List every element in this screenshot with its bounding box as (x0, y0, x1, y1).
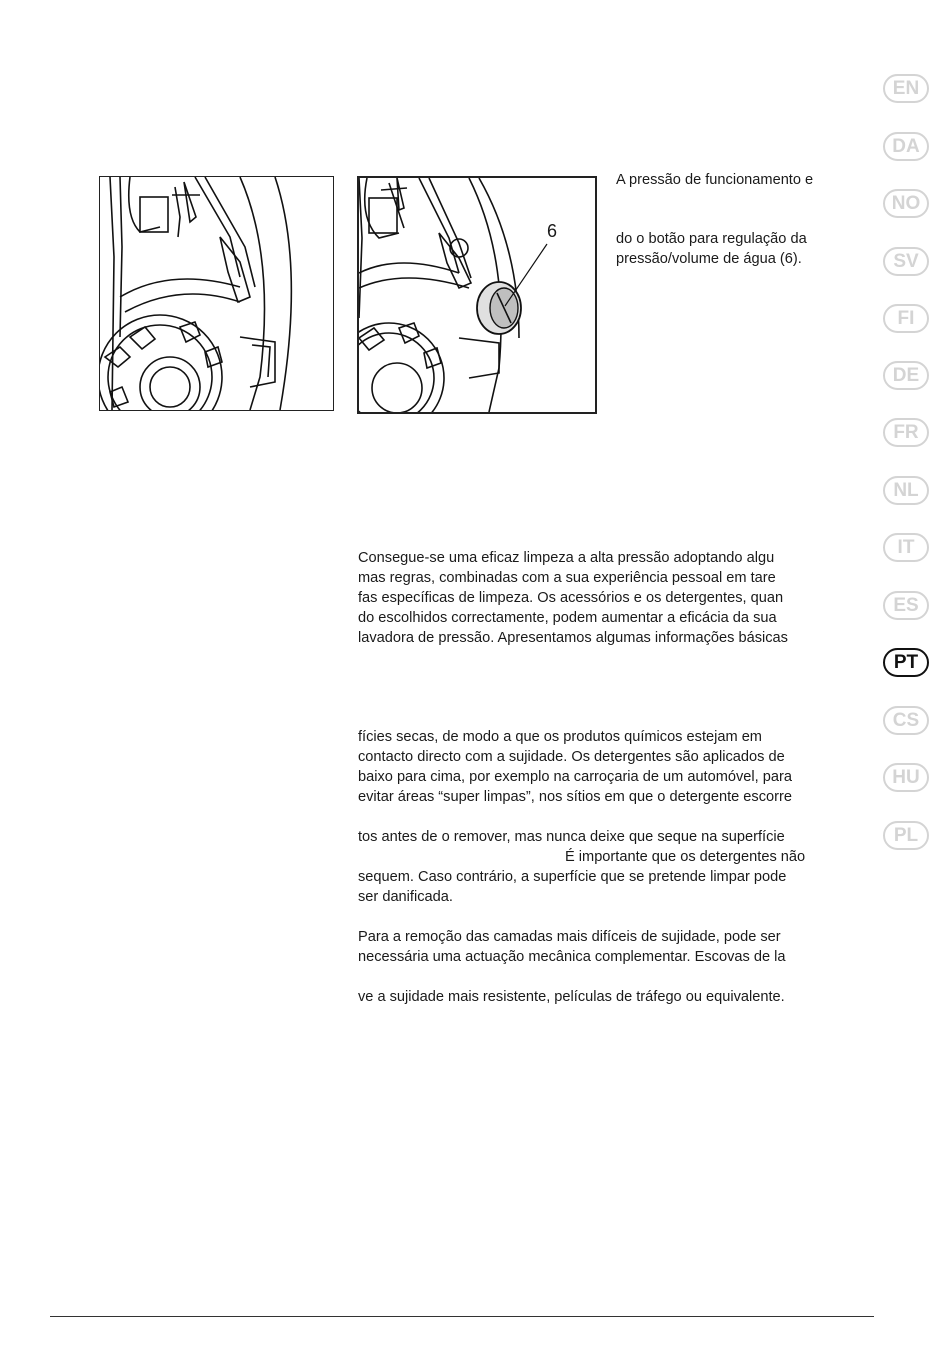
text-line: fícies secas, de modo a que os produtos químicos estejam em (358, 729, 762, 745)
text-line: pressão/volume de água (6). (616, 251, 802, 267)
paragraph-detergent-application (358, 727, 792, 807)
paragraph-mechanical-action (358, 927, 786, 967)
text-line: contacto directo com a sujidade. Os detergentes são aplicados de (358, 749, 785, 765)
lang-tab-sv[interactable]: SV (883, 247, 929, 276)
paragraph-detergent-drying (358, 827, 805, 907)
text-line: tos antes de o remover, mas nunca deixe que seque na superfície (358, 829, 785, 845)
lang-tab-cs[interactable]: CS (883, 706, 929, 735)
text-line: Consegue-se uma eficaz limpeza a alta pressão adoptando algu (358, 550, 775, 566)
lang-tab-de[interactable]: DE (883, 361, 929, 390)
text-line: ser danificada. (358, 889, 453, 905)
text-line: ve a sujidade mais resistente, películas de tráfego ou equivalente. (358, 989, 785, 1005)
text-line: baixo para cima, por exemplo na carroçaria de um automóvel, para (358, 769, 792, 785)
paragraph-brushes (358, 987, 785, 1007)
figure-washer-knob (357, 176, 597, 414)
text-line: Para a remoção das camadas mais difíceis de sujidade, pode ser (358, 929, 781, 945)
washer-illustration-1 (100, 177, 333, 410)
text-line: mas regras, combinadas com a sua experiência pessoal em tare (358, 570, 776, 586)
text-line: evitar áreas “super limpas”, nos sítios em que o detergente escorre (358, 789, 792, 805)
paragraph-cleaning-intro (358, 548, 788, 648)
lang-tab-es[interactable]: ES (883, 591, 929, 620)
text-line: É importante que os detergentes não (565, 849, 806, 865)
side-text-bottom (616, 229, 807, 269)
lang-tab-fi[interactable]: FI (883, 304, 929, 333)
text-line: do escolhidos correctamente, podem aumentar a eficácia da sua (358, 610, 777, 626)
lang-tab-hu[interactable]: HU (883, 763, 929, 792)
callout-leader-line (505, 244, 547, 306)
text-line: A pressão de funcionamento e (616, 172, 814, 188)
washer-illustration-2 (359, 178, 595, 412)
text-line: fas específicas de limpeza. Os acessórios e os detergentes, quan (358, 590, 784, 606)
text-line: do o botão para regulação da (616, 231, 807, 247)
regulation-knob-icon (477, 282, 521, 334)
lang-tab-en[interactable]: EN (883, 74, 929, 103)
text-line: sequem. Caso contrário, a superfície que se pretende limpar pode (358, 869, 787, 885)
figure-washer-side (99, 176, 334, 411)
lang-tab-da[interactable]: DA (883, 132, 929, 161)
side-text-top (616, 170, 813, 190)
text-line: necessária uma actuação mecânica complementar. Escovas de la (358, 949, 786, 965)
lang-tab-no[interactable]: NO (883, 189, 929, 218)
lang-tab-pl[interactable]: PL (883, 821, 929, 850)
callout-label-6: 6 (547, 221, 558, 241)
lang-tab-fr[interactable]: FR (883, 418, 929, 447)
text-line: lavadora de pressão. Apresentamos algumas informações básicas (358, 630, 788, 646)
lang-tab-nl[interactable]: NL (883, 476, 929, 505)
lang-tab-pt[interactable]: PT (883, 648, 929, 677)
lang-tab-it[interactable]: IT (883, 533, 929, 562)
footer-divider (50, 1316, 874, 1317)
